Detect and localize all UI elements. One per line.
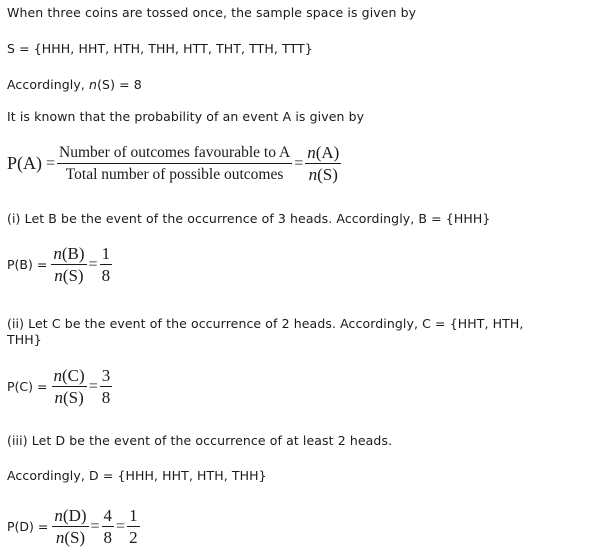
sample-count-prefix: Accordingly, bbox=[7, 77, 90, 92]
pd-numerator bbox=[52, 506, 88, 527]
formula-equals-1: = bbox=[46, 154, 56, 172]
pc-result-den: 8 bbox=[101, 388, 111, 407]
formula-fraction-symbolic bbox=[305, 143, 341, 184]
formula-den-rest: (S) bbox=[317, 165, 338, 184]
formula-denominator-words: Total number of possible outcomes bbox=[65, 166, 284, 183]
pb-lhs: P(B) bbox=[7, 257, 33, 272]
pd-fraction bbox=[52, 506, 88, 547]
pd-result-2 bbox=[127, 506, 140, 547]
sample-space-text: S = {HHH, HHT, HTH, THH, HTT, THT, TTH, TTT} bbox=[7, 41, 313, 56]
pb-equals-0: = bbox=[36, 257, 48, 272]
pd-denominator bbox=[54, 527, 87, 547]
pb-num-rest: (B) bbox=[61, 244, 85, 263]
formula-denominator-symbolic bbox=[307, 164, 340, 184]
part-ii-text-line2: THH} bbox=[7, 332, 42, 347]
pc-equals-0: = bbox=[37, 379, 48, 394]
pc-fraction bbox=[52, 366, 87, 407]
pd-result-2-den: 2 bbox=[129, 528, 138, 547]
pb-result-num: 1 bbox=[101, 244, 111, 263]
part-iii-text: (iii) Let D be the event of the occurrence of at least 2 heads. bbox=[7, 433, 393, 448]
formula-den-n: n bbox=[308, 165, 318, 184]
pd-equals-1: = bbox=[90, 517, 100, 535]
pd-result-1-den: 8 bbox=[103, 528, 113, 547]
pb-den-rest: (S) bbox=[62, 266, 84, 285]
pc-result bbox=[100, 366, 113, 407]
pd-lhs: P(D) bbox=[7, 519, 34, 534]
pb-equals-1: = bbox=[88, 255, 98, 273]
pc-den-n: n bbox=[54, 388, 63, 407]
pd-formula bbox=[7, 506, 140, 547]
part-ii-text-line1: (ii) Let C be the event of the occurrence of 2 heads. Accordingly, C = {HHT, HTH, bbox=[7, 316, 524, 331]
sample-count-n: n bbox=[89, 77, 98, 92]
pc-num-n: n bbox=[53, 366, 63, 385]
pd-equals-2: = bbox=[116, 517, 126, 535]
pd-num-rest: (D) bbox=[62, 506, 87, 525]
event-d-text: Accordingly, D = {HHH, HHT, HTH, THH} bbox=[7, 468, 267, 483]
pd-equals-0: = bbox=[37, 519, 49, 534]
pd-result-1-num: 4 bbox=[103, 506, 113, 525]
pd-den-n: n bbox=[55, 528, 65, 547]
intro-text: When three coins are tossed once, the sample space is given by bbox=[7, 5, 417, 20]
pc-lhs: P(C) bbox=[7, 379, 34, 394]
pc-formula bbox=[7, 366, 112, 407]
pc-den-rest: (S) bbox=[62, 388, 84, 407]
pb-num-n: n bbox=[53, 244, 62, 263]
pd-den-rest: (S) bbox=[64, 528, 86, 547]
pb-result-den: 8 bbox=[101, 266, 111, 285]
pc-equals-1: = bbox=[88, 377, 98, 395]
pc-result-num: 3 bbox=[101, 366, 111, 385]
sample-count-suffix: (S) = 8 bbox=[97, 77, 142, 92]
formula-num-rest: (A) bbox=[315, 143, 340, 162]
pd-result-1 bbox=[102, 506, 115, 547]
pb-fraction bbox=[51, 244, 86, 285]
formula-lhs: P(A) bbox=[7, 153, 42, 173]
pb-formula bbox=[7, 244, 112, 285]
formula-num-n: n bbox=[307, 143, 316, 162]
pc-num-rest: (C) bbox=[62, 366, 85, 385]
pd-num-n: n bbox=[54, 506, 63, 525]
pd-result-2-num: 1 bbox=[129, 506, 138, 525]
sample-count-text bbox=[7, 77, 142, 93]
pb-numerator bbox=[51, 244, 86, 265]
pb-denominator bbox=[52, 265, 85, 285]
part-i-text: (i) Let B be the event of the occurrence of 3 heads. Accordingly, B = {HHH} bbox=[7, 211, 491, 226]
formula-fraction-words bbox=[57, 143, 292, 184]
pc-denominator bbox=[52, 387, 85, 407]
probability-definition-text: It is known that the probability of an event A is given by bbox=[7, 109, 365, 124]
formula-numerator-symbolic bbox=[305, 143, 341, 164]
pb-den-n: n bbox=[54, 266, 63, 285]
pb-result bbox=[100, 244, 113, 285]
formula-equals-2: = bbox=[294, 154, 304, 172]
probability-formula bbox=[7, 143, 341, 184]
pc-numerator bbox=[52, 366, 87, 387]
formula-numerator-words: Number of outcomes favourable to A bbox=[57, 143, 292, 164]
